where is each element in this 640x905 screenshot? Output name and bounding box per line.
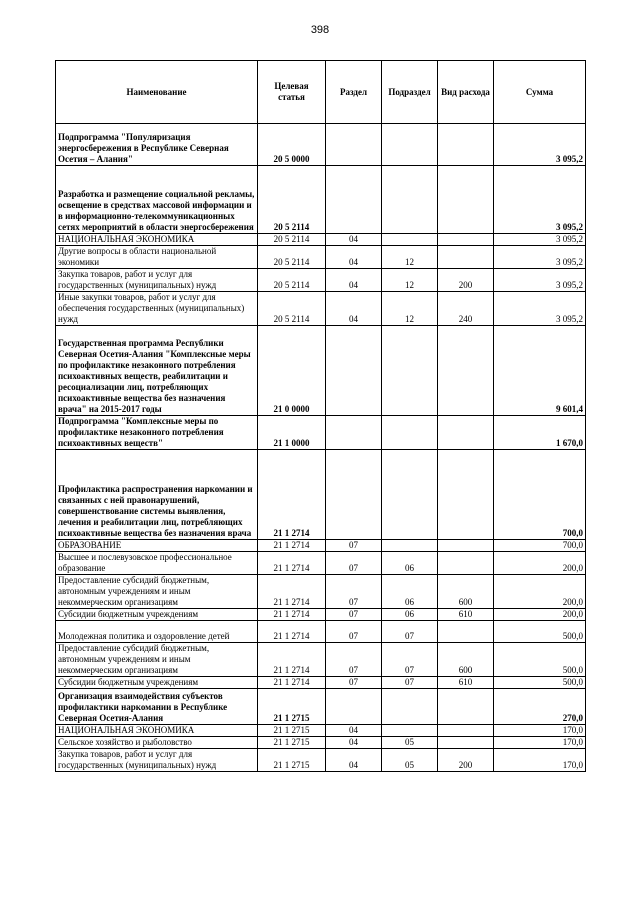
cell-expense-type	[438, 689, 494, 725]
cell-name: Разработка и размещение социальной рекламы, освещение в средствах массовой информации и в информационно-телекоммуникационных сетях мероприятий в области энергосбережения	[56, 166, 258, 234]
cell-expense-type	[438, 124, 494, 166]
cell-expense-type	[438, 725, 494, 737]
cell-subsection: 06	[382, 575, 438, 609]
cell-subsection	[382, 416, 438, 450]
cell-expense-type	[438, 737, 494, 749]
cell-sum: 200,0	[494, 609, 586, 621]
cell-section	[326, 450, 382, 540]
cell-sum: 3 095,2	[494, 124, 586, 166]
cell-sum: 3 095,2	[494, 292, 586, 326]
column-header-subsection: Подраздел	[382, 61, 438, 124]
table-row	[56, 737, 586, 749]
cell-sum: 500,0	[494, 677, 586, 689]
cell-name: Предоставление субсидий бюджетным, автономным учреждениям и иным некоммерческим организациям	[56, 575, 258, 609]
cell-expense-type	[438, 166, 494, 234]
cell-section: 04	[326, 246, 382, 269]
cell-name: Профилактика распространения наркомании и связанных с ней правонарушений, совершенствование системы выявления, лечения и реабилитации лиц, потребляющих психоактивные вещества без назначения врача	[56, 450, 258, 540]
cell-subsection: 12	[382, 246, 438, 269]
cell-target-article: 21 1 0000	[258, 416, 326, 450]
cell-name: Предоставление субсидий бюджетным, автономным учреждениям и иным некоммерческим организациям	[56, 643, 258, 677]
cell-sum: 170,0	[494, 737, 586, 749]
cell-expense-type	[438, 552, 494, 575]
cell-name: Организация взаимодействия субъектов профилактики наркомании в Республике Северная Осетия-Алания	[56, 689, 258, 725]
cell-name: Государственная программа Республики Северная Осетия-Алания "Комплексные меры по профилактике незаконного потребления психоактивных веществ, реабилитации и ресоциализации лиц, потребляющих психоактивные вещества без назначения врача" на 2015-2017 годы	[56, 326, 258, 416]
budget-table	[55, 60, 586, 772]
cell-expense-type	[438, 234, 494, 246]
cell-expense-type	[438, 621, 494, 643]
column-header-name: Наименование	[56, 61, 258, 124]
cell-name: НАЦИОНАЛЬНАЯ ЭКОНОМИКА	[56, 234, 258, 246]
cell-sum: 3 095,2	[494, 166, 586, 234]
cell-section: 04	[326, 234, 382, 246]
cell-name: Сельское хозяйство и рыболовство	[56, 737, 258, 749]
cell-sum: 3 095,2	[494, 246, 586, 269]
cell-expense-type: 610	[438, 677, 494, 689]
cell-name: Закупка товаров, работ и услуг для государственных (муниципальных) нужд	[56, 269, 258, 292]
page-number: 398	[310, 24, 330, 36]
column-header-section: Раздел	[326, 61, 382, 124]
table-row	[56, 621, 586, 643]
cell-section: 07	[326, 621, 382, 643]
cell-section: 07	[326, 540, 382, 552]
cell-expense-type	[438, 246, 494, 269]
cell-section: 07	[326, 609, 382, 621]
cell-subsection: 12	[382, 292, 438, 326]
table-row	[56, 450, 586, 540]
cell-expense-type	[438, 326, 494, 416]
cell-expense-type	[438, 450, 494, 540]
cell-name: Иные закупки товаров, работ и услуг для обеспечения государственных (муниципальных) нужд	[56, 292, 258, 326]
cell-subsection	[382, 450, 438, 540]
cell-target-article: 21 1 2714	[258, 575, 326, 609]
cell-subsection	[382, 725, 438, 737]
cell-target-article: 21 1 2714	[258, 552, 326, 575]
cell-name: Подпрограмма "Популяризация энергосбережения в Республике Северная Осетия – Алания"	[56, 124, 258, 166]
cell-section	[326, 166, 382, 234]
cell-sum: 9 601,4	[494, 326, 586, 416]
cell-section: 07	[326, 552, 382, 575]
table-row	[56, 269, 586, 292]
table-row	[56, 124, 586, 166]
cell-subsection: 07	[382, 621, 438, 643]
cell-sum: 200,0	[494, 575, 586, 609]
cell-sum: 170,0	[494, 749, 586, 772]
table-row	[56, 575, 586, 609]
cell-target-article: 21 1 2714	[258, 677, 326, 689]
cell-name: Закупка товаров, работ и услуг для государственных (муниципальных) нужд	[56, 749, 258, 772]
cell-section: 07	[326, 643, 382, 677]
cell-section	[326, 326, 382, 416]
table-row	[56, 292, 586, 326]
table-row	[56, 540, 586, 552]
cell-section: 04	[326, 269, 382, 292]
table-row	[56, 725, 586, 737]
cell-target-article: 21 1 2714	[258, 643, 326, 677]
cell-target-article: 20 5 2114	[258, 166, 326, 234]
cell-target-article: 21 1 2715	[258, 749, 326, 772]
cell-sum: 3 095,2	[494, 234, 586, 246]
cell-name: Подпрограмма "Комплексные меры по профилактике незаконного потребления психоактивных веществ"	[56, 416, 258, 450]
cell-expense-type	[438, 540, 494, 552]
cell-target-article: 20 5 2114	[258, 234, 326, 246]
table-header-row	[56, 61, 586, 124]
table-row	[56, 677, 586, 689]
cell-target-article: 21 0 0000	[258, 326, 326, 416]
cell-target-article: 21 1 2715	[258, 689, 326, 725]
table-row	[56, 166, 586, 234]
cell-target-article: 21 1 2715	[258, 737, 326, 749]
table-row	[56, 689, 586, 725]
cell-sum: 270,0	[494, 689, 586, 725]
cell-sum: 500,0	[494, 621, 586, 643]
cell-name: Субсидии бюджетным учреждениям	[56, 609, 258, 621]
cell-subsection: 07	[382, 677, 438, 689]
cell-sum: 1 670,0	[494, 416, 586, 450]
cell-section	[326, 416, 382, 450]
cell-expense-type: 610	[438, 609, 494, 621]
table-row	[56, 552, 586, 575]
cell-sum: 700,0	[494, 450, 586, 540]
cell-name: ОБРАЗОВАНИЕ	[56, 540, 258, 552]
cell-target-article: 21 1 2714	[258, 450, 326, 540]
cell-name: Молодежная политика и оздоровление детей	[56, 621, 258, 643]
cell-expense-type: 240	[438, 292, 494, 326]
cell-target-article: 21 1 2714	[258, 621, 326, 643]
column-header-target-article: Целевая статья	[258, 61, 326, 124]
cell-section	[326, 124, 382, 166]
cell-name: Другие вопросы в области национальной экономики	[56, 246, 258, 269]
table-row	[56, 326, 586, 416]
cell-subsection: 06	[382, 609, 438, 621]
cell-target-article: 21 1 2715	[258, 725, 326, 737]
cell-expense-type: 600	[438, 575, 494, 609]
cell-subsection: 05	[382, 749, 438, 772]
cell-section: 04	[326, 737, 382, 749]
cell-subsection	[382, 124, 438, 166]
cell-subsection	[382, 326, 438, 416]
cell-expense-type	[438, 416, 494, 450]
cell-sum: 200,0	[494, 552, 586, 575]
cell-expense-type: 600	[438, 643, 494, 677]
cell-subsection	[382, 166, 438, 234]
cell-subsection	[382, 689, 438, 725]
cell-section: 04	[326, 292, 382, 326]
cell-section: 04	[326, 725, 382, 737]
cell-expense-type: 200	[438, 749, 494, 772]
table-row	[56, 246, 586, 269]
cell-target-article: 20 5 2114	[258, 292, 326, 326]
cell-target-article: 20 5 0000	[258, 124, 326, 166]
table-row	[56, 643, 586, 677]
cell-subsection: 07	[382, 643, 438, 677]
cell-subsection: 12	[382, 269, 438, 292]
table-row	[56, 234, 586, 246]
cell-expense-type: 200	[438, 269, 494, 292]
cell-target-article: 21 1 2714	[258, 540, 326, 552]
cell-subsection: 05	[382, 737, 438, 749]
cell-section	[326, 689, 382, 725]
cell-sum: 170,0	[494, 725, 586, 737]
table-row	[56, 416, 586, 450]
cell-target-article: 20 5 2114	[258, 246, 326, 269]
cell-subsection	[382, 540, 438, 552]
cell-target-article: 21 1 2714	[258, 609, 326, 621]
cell-sum: 3 095,2	[494, 269, 586, 292]
cell-target-article: 20 5 2114	[258, 269, 326, 292]
cell-subsection	[382, 234, 438, 246]
cell-section: 04	[326, 749, 382, 772]
cell-subsection: 06	[382, 552, 438, 575]
column-header-sum: Сумма	[494, 61, 586, 124]
table-row	[56, 749, 586, 772]
cell-sum: 700,0	[494, 540, 586, 552]
cell-section: 07	[326, 575, 382, 609]
cell-name: НАЦИОНАЛЬНАЯ ЭКОНОМИКА	[56, 725, 258, 737]
table-row	[56, 609, 586, 621]
cell-name: Высшее и послевузовское профессиональное образование	[56, 552, 258, 575]
cell-sum: 500,0	[494, 643, 586, 677]
column-header-expense-type: Вид расхода	[438, 61, 494, 124]
cell-section: 07	[326, 677, 382, 689]
cell-name: Субсидии бюджетным учреждениям	[56, 677, 258, 689]
